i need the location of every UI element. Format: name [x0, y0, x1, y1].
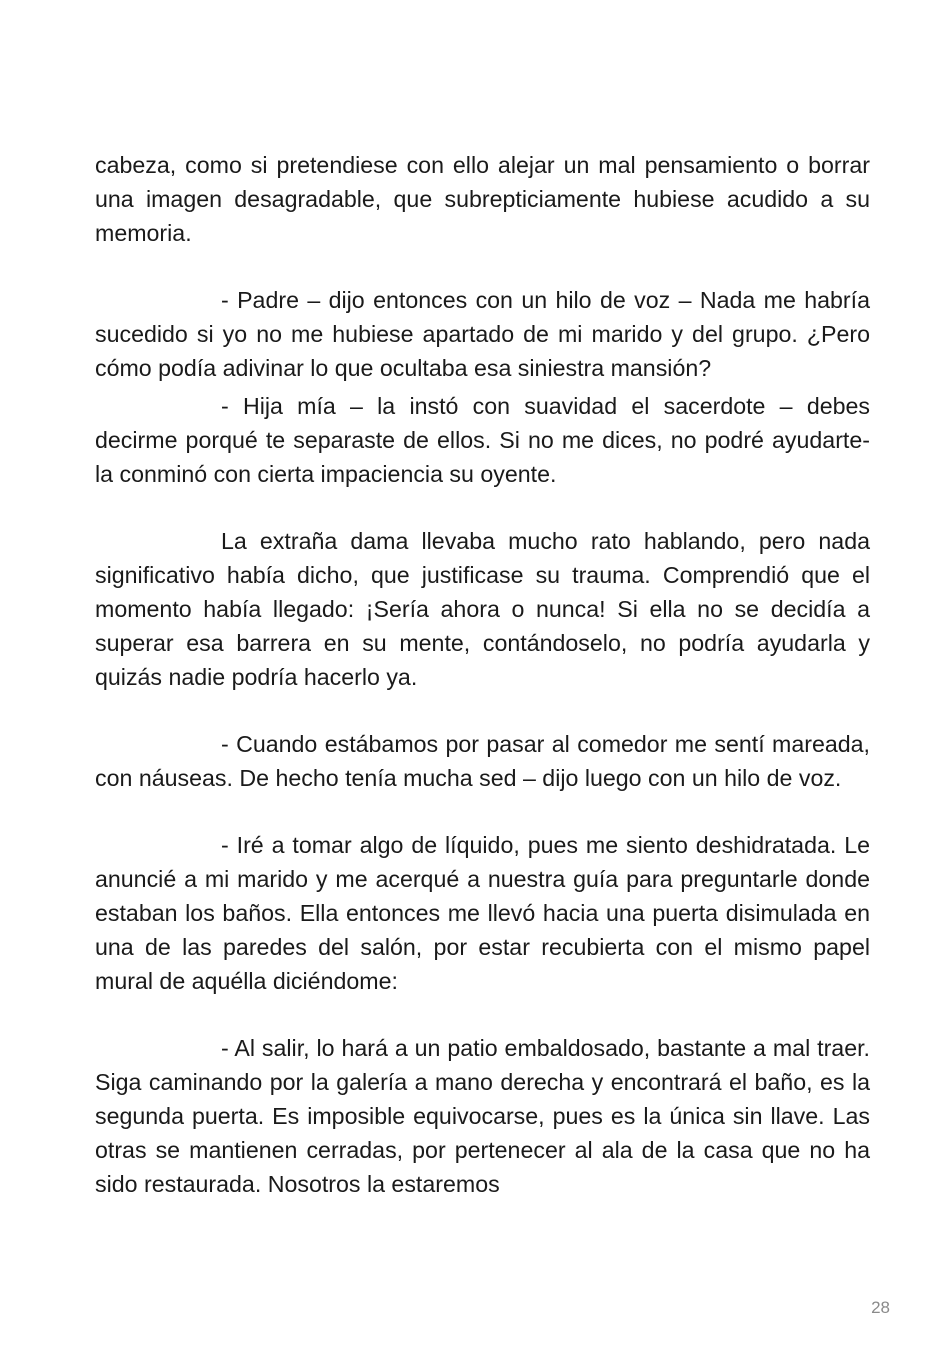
- paragraph-5: - Cuando estábamos por pasar al comedor me sentí mareada, con náuseas. De hecho tenía mucha sed – dijo luego con un hilo de voz.: [95, 731, 870, 791]
- paragraph-spacer: [95, 795, 870, 828]
- paragraph-7: - Al salir, lo hará a un patio embaldosado, bastante a mal traer. Siga caminando por la galería a mano derecha y encontrará el baño, es la segunda puerta. Es imposible equivocarse, pues es la única sin llave. Las otras se mantienen cerradas, por pertenecer al ala de la casa que no ha sido restaurada. Nosotros la estaremos: [95, 1035, 870, 1197]
- paragraph-spacer: [95, 694, 870, 727]
- page-number: 28: [871, 1298, 890, 1317]
- paragraph-2: - Padre – dijo entonces con un hilo de voz – Nada me habría sucedido si yo no me hubiese apartado de mi marido y del grupo. ¿Pero cómo podía adivinar lo que ocultaba esa siniestra mansión?: [95, 287, 870, 381]
- paragraph-spacer: [95, 491, 870, 524]
- paragraph-4: La extraña dama llevaba mucho rato hablando, pero nada significativo había dicho, que justificase su trauma. Comprendió que el momento había llegado: ¡Sería ahora o nunca! Si ella no se decidía a superar esa barrera en su mente, contándoselo, no podría ayudarla y quizás nadie podría hacerlo ya.: [95, 528, 870, 690]
- paragraph-3: - Hija mía – la instó con suavidad el sacerdote – debes decirme porqué te separaste de ellos. Si no me dices, no podré ayudarte- la conminó con cierta impaciencia su oyente.: [95, 393, 870, 487]
- paragraph-6: - Iré a tomar algo de líquido, pues me siento deshidratada. Le anuncié a mi marido y me acerqué a nuestra guía para preguntarle donde estaban los baños. Ella entonces me llevó hacia una puerta disimulada en una de las paredes del salón, por estar recubierta con el mismo papel mural de aquélla diciéndome:: [95, 832, 870, 994]
- paragraph-spacer: [95, 998, 870, 1031]
- paragraph-1: cabeza, como si pretendiese con ello alejar un mal pensamiento o borrar una imagen desagradable, que subrepticiamente hubiese acudido a su memoria.: [95, 152, 870, 246]
- paragraph-spacer: [95, 250, 870, 283]
- body-text: [95, 148, 870, 1201]
